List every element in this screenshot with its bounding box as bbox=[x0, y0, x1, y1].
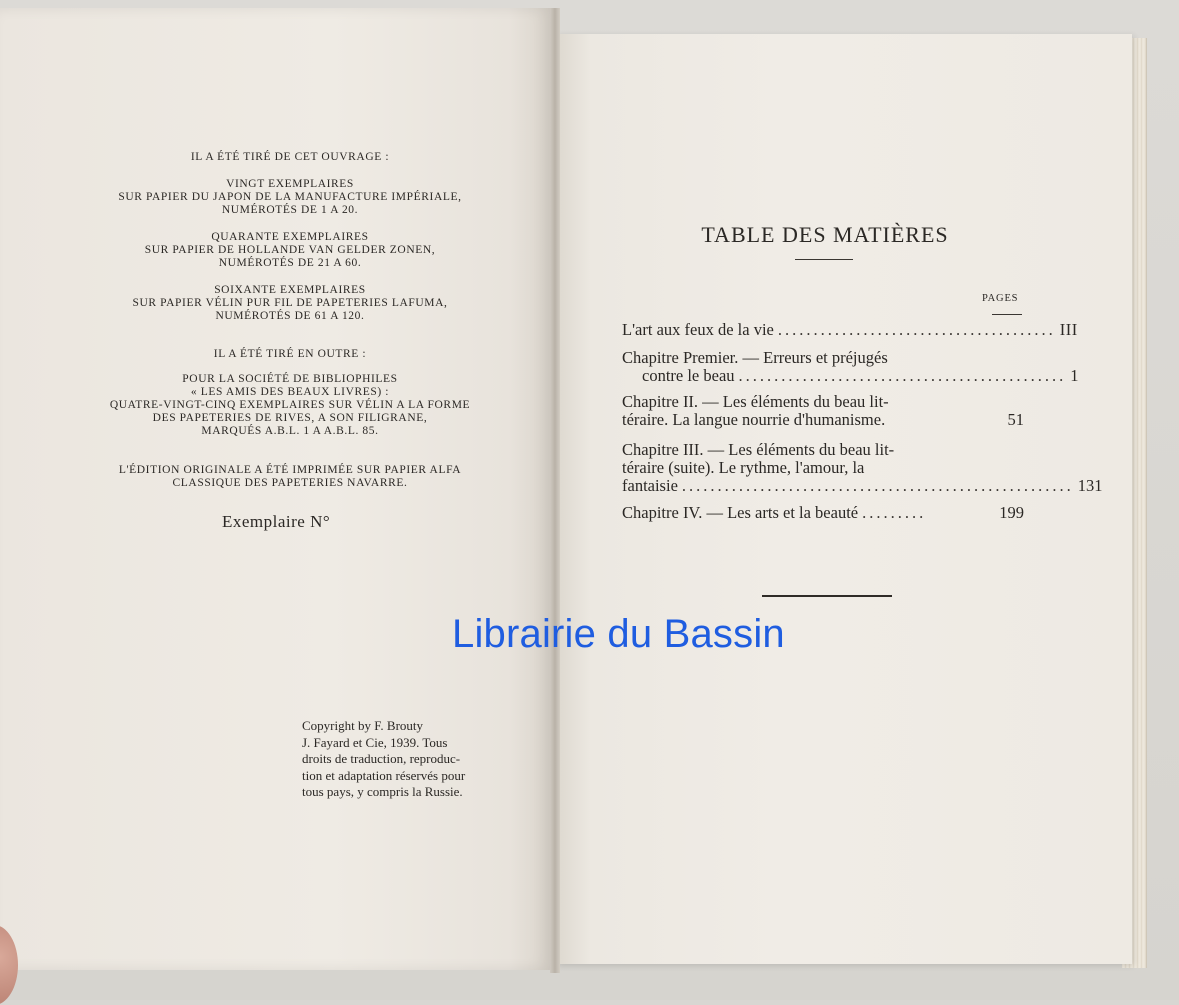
pages-rule bbox=[992, 314, 1022, 315]
book-gutter bbox=[550, 8, 560, 973]
right-page bbox=[556, 34, 1132, 964]
tirage-heading: IL A ÉTÉ TIRÉ DE CET OUVRAGE : bbox=[190, 151, 390, 163]
tirage-outre-heading: IL A ÉTÉ TIRÉ EN OUTRE : bbox=[213, 348, 367, 360]
tirage-bibliophiles: POUR LA SOCIÉTÉ DE BIBLIOPHILES « LES AMIS DES BEAUX LIVRES) : QUATRE-VINGT-CINQ EXEMPLAIRES SUR VÉLIN A LA FORME DES PAPETERIES DE RIVES, A SON FILIGRANE, MARQUÉS A.B.L. 1 A A.B.L. 85. bbox=[109, 373, 471, 437]
toc-entry: Chapitre II. — Les éléments du beau lit- téraire. La langue nourrie d'humanisme. 51 bbox=[622, 392, 1024, 429]
exemplaire-number: Exemplaire N° bbox=[222, 512, 331, 531]
tirage-velin: SOIXANTE EXEMPLAIRES SUR PAPIER VÉLIN PUR FIL DE PAPETERIES LAFUMA, NUMÉROTÉS DE 61 A 120. bbox=[132, 284, 448, 322]
copyright-notice: Copyright by F. Brouty J. Fayard et Cie, 1939. Tous droits de traduction, reproduc- tion et adaptation réservés pour tous pays, y compris la Russie. bbox=[302, 718, 466, 799]
tirage-japon: VINGT EXEMPLAIRES SUR PAPIER DU JAPON DE LA MANUFACTURE IMPÉRIALE, NUMÉROTÉS DE 1 A 20. bbox=[118, 178, 462, 216]
edition-originale-note: L'ÉDITION ORIGINALE A ÉTÉ IMPRIMÉE SUR PAPIER ALFA CLASSIQUE DES PAPETERIES NAVARRE. bbox=[118, 464, 462, 489]
toc-entry: Chapitre IV. — Les arts et la beauté ......... 199 bbox=[622, 503, 1024, 522]
toc-entry: Chapitre III. — Les éléments du beau lit- téraire (suite). Le rythme, l'amour, la fantaisie ....................................................... 131 bbox=[622, 440, 1103, 495]
closing-rule bbox=[762, 595, 892, 597]
title-rule bbox=[795, 259, 853, 260]
pages-label: PAGES bbox=[982, 293, 1019, 304]
toc-entry: Chapitre Premier. — Erreurs et préjugés contre le beau .............................................. 1 bbox=[622, 348, 1079, 385]
tirage-hollande: QUARANTE EXEMPLAIRES SUR PAPIER DE HOLLANDE VAN GELDER ZONEN, NUMÉROTÉS DE 21 A 60. bbox=[144, 231, 436, 269]
watermark: Librairie du Bassin bbox=[452, 612, 785, 656]
toc-entry: L'art aux feux de la vie ....................................... III bbox=[622, 320, 1078, 339]
toc-title: TABLE DES MATIÈRES bbox=[701, 222, 949, 247]
